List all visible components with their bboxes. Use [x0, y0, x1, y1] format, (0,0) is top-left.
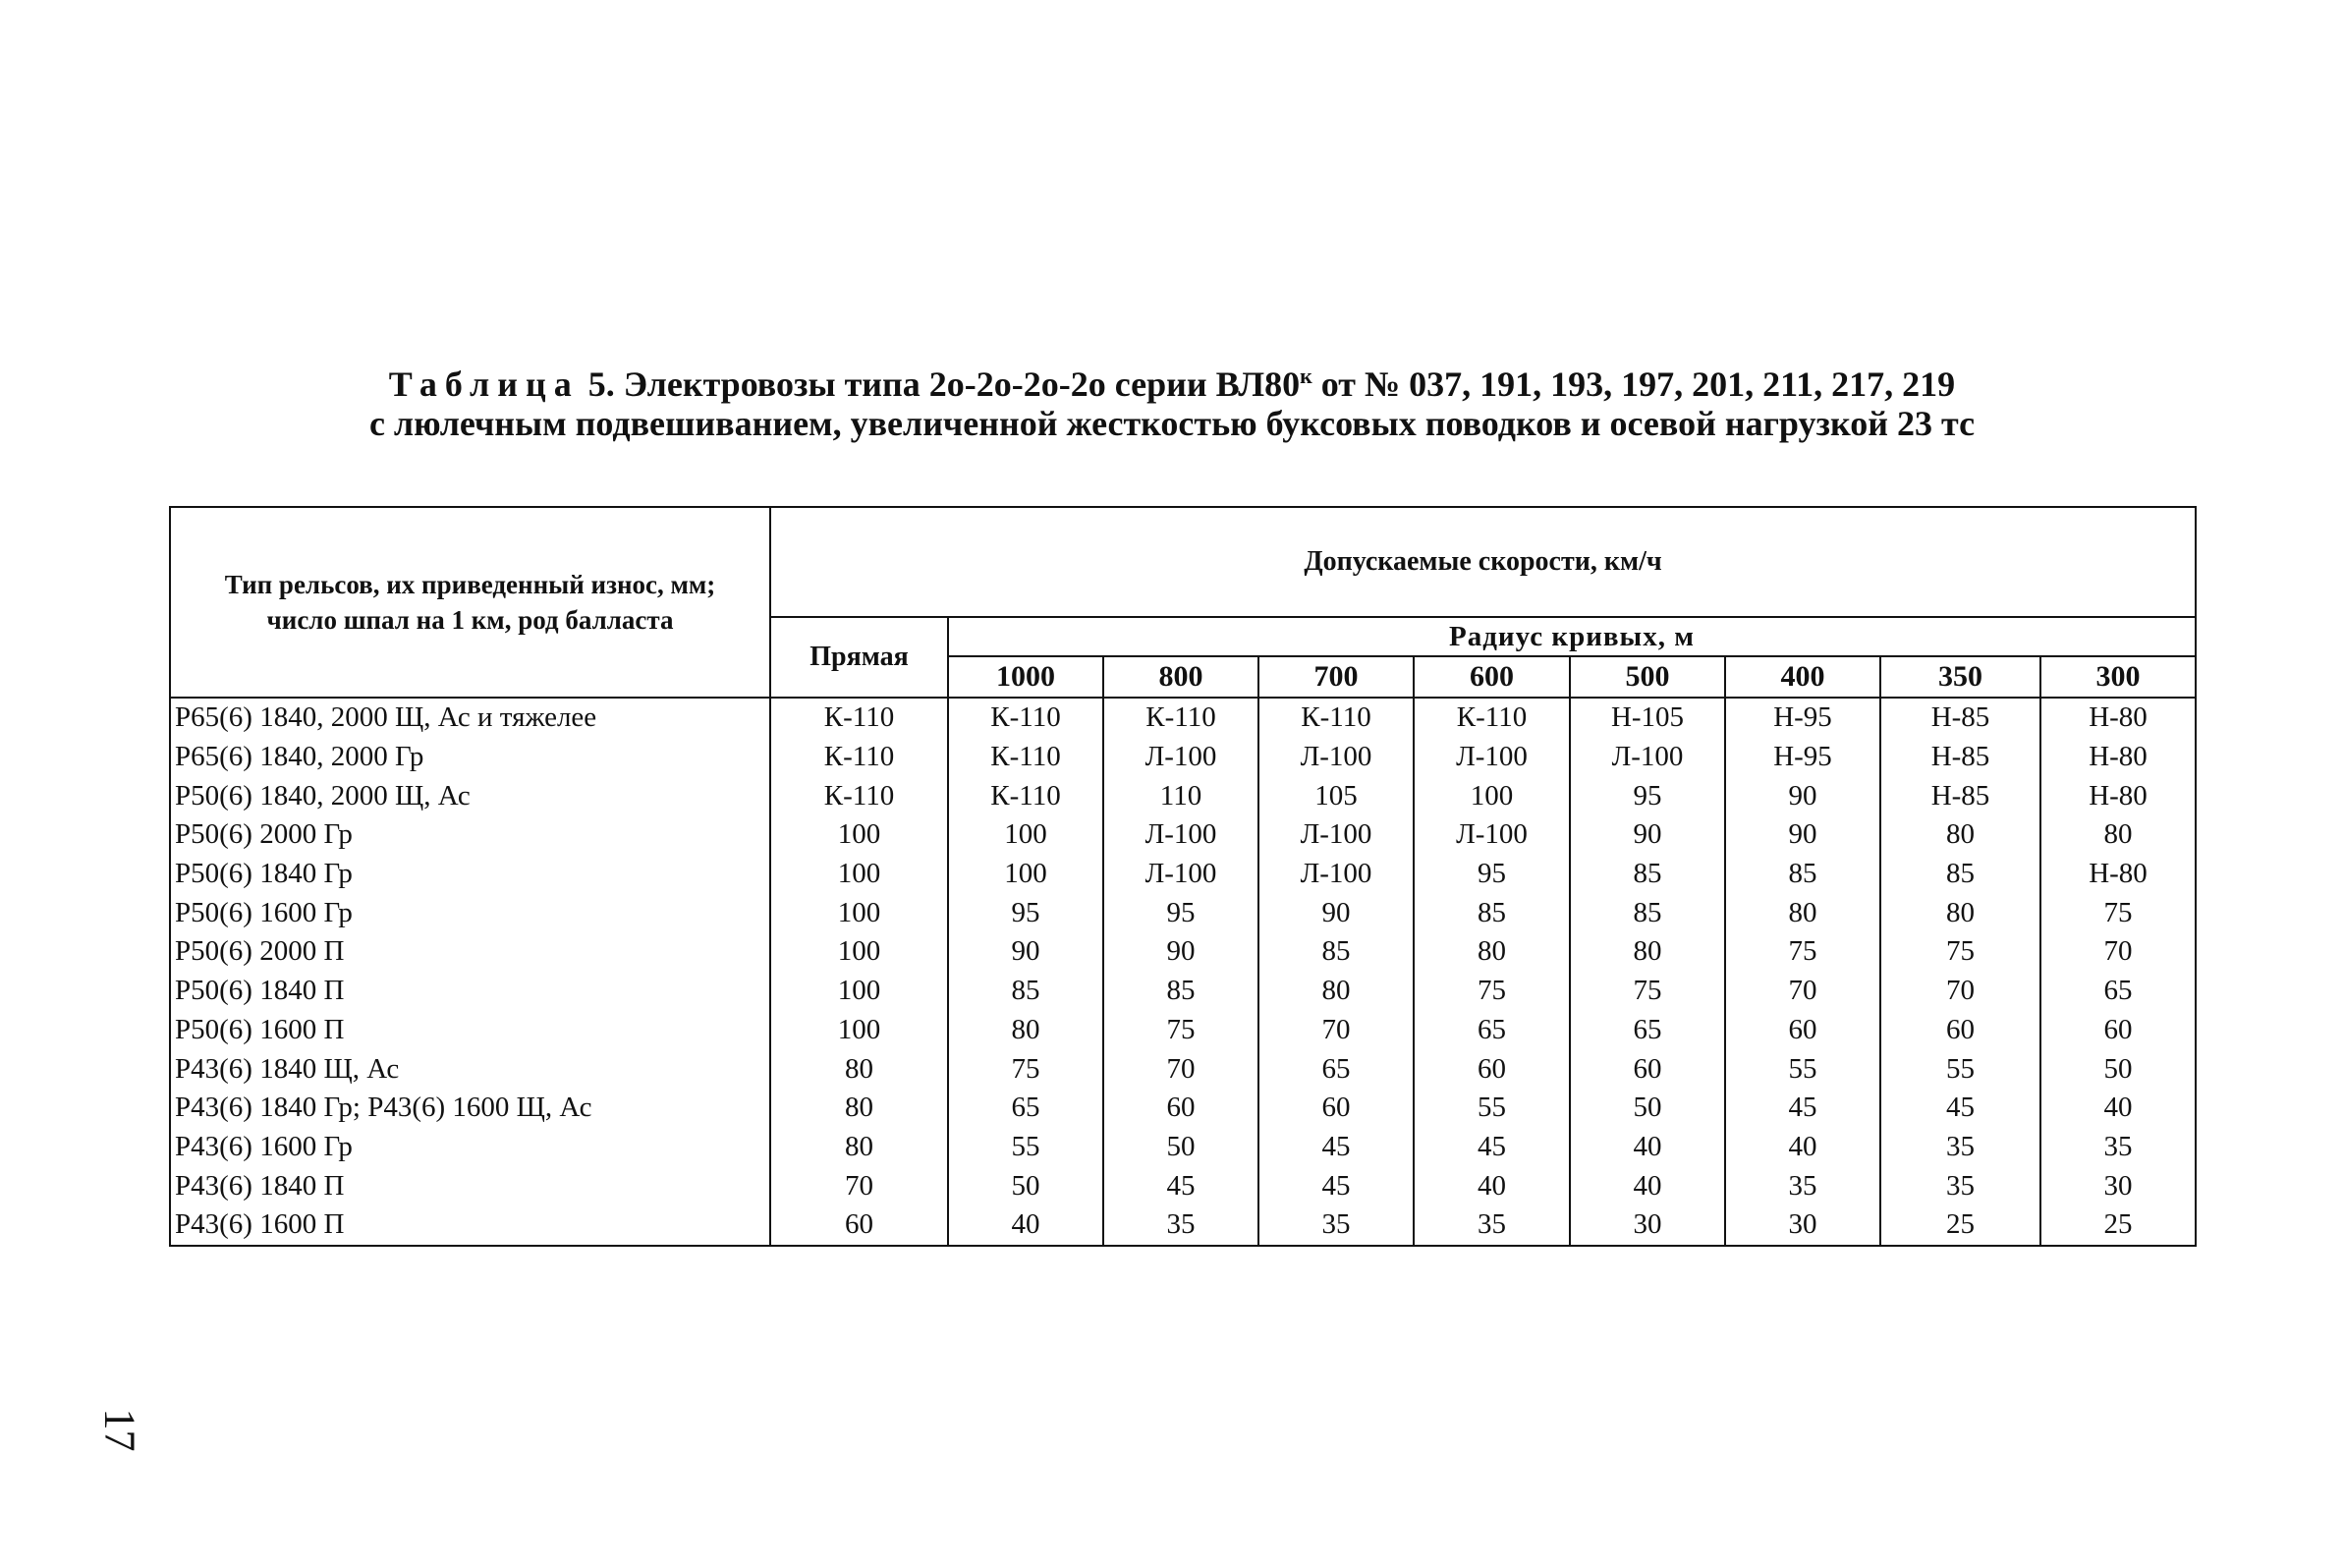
straight-speed-cell: 80: [770, 1089, 948, 1128]
table-row: [170, 1205, 2196, 1246]
curve-speed-cell: 55: [948, 1128, 1103, 1167]
header-radius-1000: 1000: [948, 656, 1103, 698]
rail-type-cell: Р50(6) 1600 Гр: [170, 893, 770, 932]
rail-type-cell: Р50(6) 1840, 2000 Щ, Ас: [170, 776, 770, 815]
curve-speed-cell: 90: [1725, 776, 1880, 815]
header-radius-600: 600: [1414, 656, 1570, 698]
rail-type-cell: Р50(6) 1840 Гр: [170, 855, 770, 894]
straight-speed-cell: К-110: [770, 698, 948, 738]
curve-speed-cell: 110: [1103, 776, 1258, 815]
curve-speed-cell: Н-85: [1880, 698, 2040, 738]
curve-speed-cell: Н-80: [2040, 698, 2196, 738]
speed-table: [169, 506, 2197, 1247]
curve-speed-cell: 90: [1725, 815, 1880, 855]
rail-type-cell: Р65(6) 1840, 2000 Гр: [170, 738, 770, 777]
curve-speed-cell: 75: [1725, 932, 1880, 972]
curve-speed-cell: 80: [1570, 932, 1725, 972]
curve-speed-cell: 35: [1880, 1166, 2040, 1205]
straight-speed-cell: 80: [770, 1128, 948, 1167]
table-caption: [0, 365, 2344, 443]
curve-speed-cell: 60: [1103, 1089, 1258, 1128]
curve-speed-cell: 95: [1414, 855, 1570, 894]
header-radius-400: 400: [1725, 656, 1880, 698]
straight-speed-cell: 100: [770, 855, 948, 894]
caption-line-1: [0, 365, 2344, 405]
curve-speed-cell: 70: [1103, 1049, 1258, 1089]
curve-speed-cell: 70: [1725, 972, 1880, 1011]
header-radius-800: 800: [1103, 656, 1258, 698]
straight-speed-cell: 100: [770, 932, 948, 972]
curve-speed-cell: 100: [1414, 776, 1570, 815]
caption-label: Таблица: [388, 364, 580, 404]
curve-speed-cell: Л-100: [1103, 855, 1258, 894]
table-body: [170, 698, 2196, 1246]
curve-speed-cell: 70: [1880, 972, 2040, 1011]
caption-title: Электровозы типа 2о-2о-2о-2о серии ВЛ80: [623, 364, 1301, 404]
curve-speed-cell: 50: [1570, 1089, 1725, 1128]
table-row: [170, 1089, 2196, 1128]
curve-speed-cell: 55: [1725, 1049, 1880, 1089]
curve-speed-cell: 55: [1414, 1089, 1570, 1128]
header-allowed-speeds: Допускаемые скорости, км/ч: [770, 507, 2196, 617]
curve-speed-cell: 55: [1880, 1049, 2040, 1089]
curve-speed-cell: 85: [1880, 855, 2040, 894]
curve-speed-cell: 95: [948, 893, 1103, 932]
curve-speed-cell: 80: [1725, 893, 1880, 932]
curve-speed-cell: 60: [1725, 1011, 1880, 1050]
rail-type-cell: Р65(6) 1840, 2000 Щ, Ас и тяжелее: [170, 698, 770, 738]
curve-speed-cell: 95: [1570, 776, 1725, 815]
curve-speed-cell: 40: [1570, 1166, 1725, 1205]
rail-type-cell: Р43(6) 1840 П: [170, 1166, 770, 1205]
curve-speed-cell: 90: [948, 932, 1103, 972]
curve-speed-cell: 50: [948, 1166, 1103, 1205]
straight-speed-cell: 80: [770, 1049, 948, 1089]
straight-speed-cell: 70: [770, 1166, 948, 1205]
caption-number: 5.: [587, 364, 615, 404]
curve-speed-cell: К-110: [948, 776, 1103, 815]
header-curve-radius: Радиус кривых, м: [948, 617, 2196, 656]
curve-speed-cell: 95: [1103, 893, 1258, 932]
curve-speed-cell: 50: [2040, 1049, 2196, 1089]
rail-type-cell: Р50(6) 2000 П: [170, 932, 770, 972]
curve-speed-cell: 75: [1414, 972, 1570, 1011]
curve-speed-cell: 40: [1570, 1128, 1725, 1167]
table-row: [170, 932, 2196, 972]
curve-speed-cell: 65: [1258, 1049, 1414, 1089]
curve-speed-cell: Н-80: [2040, 738, 2196, 777]
curve-speed-cell: 75: [1880, 932, 2040, 972]
curve-speed-cell: 80: [1880, 815, 2040, 855]
curve-speed-cell: 75: [2040, 893, 2196, 932]
curve-speed-cell: 85: [1570, 893, 1725, 932]
curve-speed-cell: 85: [948, 972, 1103, 1011]
curve-speed-cell: Н-105: [1570, 698, 1725, 738]
curve-speed-cell: Л-100: [1103, 815, 1258, 855]
curve-speed-cell: 85: [1103, 972, 1258, 1011]
curve-speed-cell: 60: [2040, 1011, 2196, 1050]
header-rail-type: Тип рельсов, их приведенный износ, мм; число шпал на 1 км, род балласта: [170, 507, 770, 698]
curve-speed-cell: 90: [1570, 815, 1725, 855]
table-row: [170, 855, 2196, 894]
caption-superscript: к: [1300, 364, 1312, 388]
curve-speed-cell: К-110: [948, 698, 1103, 738]
table-row: [170, 972, 2196, 1011]
straight-speed-cell: 100: [770, 893, 948, 932]
header-straight: Прямая: [770, 617, 948, 698]
curve-speed-cell: 50: [1103, 1128, 1258, 1167]
curve-speed-cell: К-110: [1258, 698, 1414, 738]
curve-speed-cell: 45: [1725, 1089, 1880, 1128]
straight-speed-cell: 100: [770, 815, 948, 855]
curve-speed-cell: 40: [1414, 1166, 1570, 1205]
curve-speed-cell: 45: [1103, 1166, 1258, 1205]
curve-speed-cell: 30: [2040, 1166, 2196, 1205]
table-row: [170, 1166, 2196, 1205]
curve-speed-cell: 40: [1725, 1128, 1880, 1167]
header-radius-300: 300: [2040, 656, 2196, 698]
table-row: [170, 893, 2196, 932]
curve-speed-cell: 80: [2040, 815, 2196, 855]
rail-type-cell: Р43(6) 1600 П: [170, 1205, 770, 1246]
straight-speed-cell: 100: [770, 1011, 948, 1050]
curve-speed-cell: 85: [1258, 932, 1414, 972]
straight-speed-cell: К-110: [770, 776, 948, 815]
header-radius-350: 350: [1880, 656, 2040, 698]
curve-speed-cell: 65: [1570, 1011, 1725, 1050]
curve-speed-cell: К-110: [1103, 698, 1258, 738]
curve-speed-cell: 35: [1414, 1205, 1570, 1246]
caption-title-end: от № 037, 191, 193, 197, 201, 211, 217, 219: [1312, 364, 1956, 404]
table-row: [170, 815, 2196, 855]
curve-speed-cell: 100: [948, 855, 1103, 894]
curve-speed-cell: Л-100: [1414, 738, 1570, 777]
curve-speed-cell: 45: [1258, 1128, 1414, 1167]
curve-speed-cell: 40: [2040, 1089, 2196, 1128]
curve-speed-cell: Л-100: [1103, 738, 1258, 777]
curve-speed-cell: 65: [948, 1089, 1103, 1128]
curve-speed-cell: 75: [1570, 972, 1725, 1011]
page-number: 17: [95, 1408, 144, 1452]
rail-type-cell: Р50(6) 2000 Гр: [170, 815, 770, 855]
curve-speed-cell: 75: [1103, 1011, 1258, 1050]
curve-speed-cell: Н-95: [1725, 698, 1880, 738]
curve-speed-cell: Л-100: [1258, 738, 1414, 777]
curve-speed-cell: 80: [1880, 893, 2040, 932]
header-radius-500: 500: [1570, 656, 1725, 698]
straight-speed-cell: 100: [770, 972, 948, 1011]
curve-speed-cell: 35: [2040, 1128, 2196, 1167]
curve-speed-cell: 85: [1414, 893, 1570, 932]
rail-type-cell: Р50(6) 1840 П: [170, 972, 770, 1011]
curve-speed-cell: 60: [1880, 1011, 2040, 1050]
rail-type-cell: Р43(6) 1600 Гр: [170, 1128, 770, 1167]
straight-speed-cell: К-110: [770, 738, 948, 777]
speed-table-container: [169, 506, 2195, 1247]
rail-type-cell: Р50(6) 1600 П: [170, 1011, 770, 1050]
curve-speed-cell: 90: [1103, 932, 1258, 972]
table-row: [170, 698, 2196, 738]
curve-speed-cell: 75: [948, 1049, 1103, 1089]
curve-speed-cell: 45: [1880, 1089, 2040, 1128]
curve-speed-cell: 30: [1570, 1205, 1725, 1246]
table-row: [170, 1049, 2196, 1089]
table-row: [170, 1128, 2196, 1167]
caption-line-2: с люлечным подвешиванием, увеличенной жесткостью буксовых поводков и осевой нагрузкой 23 тс: [368, 403, 1976, 443]
curve-speed-cell: 45: [1258, 1166, 1414, 1205]
curve-speed-cell: 30: [1725, 1205, 1880, 1246]
curve-speed-cell: 85: [1570, 855, 1725, 894]
curve-speed-cell: 85: [1725, 855, 1880, 894]
curve-speed-cell: 35: [1258, 1205, 1414, 1246]
curve-speed-cell: Н-85: [1880, 738, 2040, 777]
curve-speed-cell: 40: [948, 1205, 1103, 1246]
curve-speed-cell: 105: [1258, 776, 1414, 815]
curve-speed-cell: Н-80: [2040, 855, 2196, 894]
curve-speed-cell: 80: [1258, 972, 1414, 1011]
curve-speed-cell: К-110: [1414, 698, 1570, 738]
curve-speed-cell: Л-100: [1258, 815, 1414, 855]
curve-speed-cell: 70: [2040, 932, 2196, 972]
curve-speed-cell: К-110: [948, 738, 1103, 777]
curve-speed-cell: 90: [1258, 893, 1414, 932]
curve-speed-cell: 60: [1414, 1049, 1570, 1089]
rail-type-cell: Р43(6) 1840 Гр; Р43(6) 1600 Щ, Ас: [170, 1089, 770, 1128]
straight-speed-cell: 60: [770, 1205, 948, 1246]
curve-speed-cell: 100: [948, 815, 1103, 855]
curve-speed-cell: Л-100: [1570, 738, 1725, 777]
curve-speed-cell: Н-95: [1725, 738, 1880, 777]
curve-speed-cell: 35: [1880, 1128, 2040, 1167]
curve-speed-cell: 60: [1258, 1089, 1414, 1128]
curve-speed-cell: Л-100: [1258, 855, 1414, 894]
curve-speed-cell: Л-100: [1414, 815, 1570, 855]
curve-speed-cell: 80: [948, 1011, 1103, 1050]
table-row: [170, 776, 2196, 815]
curve-speed-cell: 70: [1258, 1011, 1414, 1050]
curve-speed-cell: Н-85: [1880, 776, 2040, 815]
curve-speed-cell: 25: [2040, 1205, 2196, 1246]
curve-speed-cell: 25: [1880, 1205, 2040, 1246]
curve-speed-cell: 35: [1103, 1205, 1258, 1246]
table-row: [170, 738, 2196, 777]
curve-speed-cell: 35: [1725, 1166, 1880, 1205]
curve-speed-cell: 45: [1414, 1128, 1570, 1167]
curve-speed-cell: 60: [1570, 1049, 1725, 1089]
curve-speed-cell: 65: [2040, 972, 2196, 1011]
curve-speed-cell: 65: [1414, 1011, 1570, 1050]
curve-speed-cell: 80: [1414, 932, 1570, 972]
curve-speed-cell: Н-80: [2040, 776, 2196, 815]
header-radius-700: 700: [1258, 656, 1414, 698]
rail-type-cell: Р43(6) 1840 Щ, Ас: [170, 1049, 770, 1089]
table-row: [170, 1011, 2196, 1050]
